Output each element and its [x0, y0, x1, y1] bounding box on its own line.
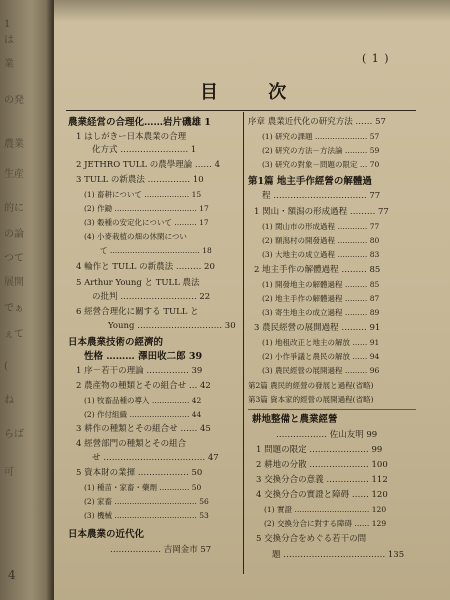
left-page-text: は	[4, 35, 14, 46]
toc-entry: 題 ……………………………… 135	[272, 550, 405, 560]
section-rule	[248, 409, 416, 410]
left-page-text: 生産	[4, 169, 24, 180]
toc-entry: (1) 種苗・家畜・藥劑 ………… 50	[84, 483, 202, 492]
toc-entry: 2 JETHRO TULL の農學理論 …… 4	[76, 160, 221, 170]
toc-entry: 4 交換分合の實證と障碍 …… 120	[256, 490, 388, 500]
left-page-text: 農業	[4, 139, 24, 150]
toc-entry: せ ……………………………… 47	[92, 453, 219, 463]
toc-entry: (4) 小麥栽植の畑の休閑につい	[84, 232, 187, 241]
toc-entry: (3) 機械 …………………………… 53	[84, 511, 209, 520]
toc-section-heading: 性格 ……… 澤田收二郎 39	[84, 351, 203, 362]
toc-entry: (3) 研究の對象－問題の限定 … 70	[262, 160, 380, 169]
toc-section-heading: 第1篇 地主手作經營の解體過	[248, 176, 372, 187]
toc-entry: (1) 地租改正と地主の解放 …… 91	[262, 338, 380, 347]
left-page-text: ね	[4, 395, 14, 406]
toc-entry: (2) 交換分合に對する障碍 …… 129	[264, 519, 387, 528]
left-page-text: 1	[4, 19, 11, 30]
left-page-text: 展開	[4, 277, 24, 288]
toc-entry: 5 資本財の業揮 ……………… 50	[76, 468, 203, 478]
left-page-text: (	[4, 361, 8, 372]
toc-entry: (1) 開發地主の解體過程 ……… 85	[262, 280, 380, 289]
toc-entry: 4 輪作と TULL の新農法 ……… 20	[76, 262, 215, 272]
toc-entry: 3 TULL の新農法 …………… 10	[76, 175, 204, 185]
left-page-text: の論	[4, 229, 24, 240]
left-page-text: らば	[4, 429, 24, 440]
left-page-text: 業	[4, 59, 14, 70]
toc-entry: (2) 研究の方法－方法論 ……… 59	[262, 146, 380, 155]
toc-entry: て ……………………………… 18	[100, 246, 212, 255]
toc-entry: (2) 家畜 …………………………… 56	[84, 497, 209, 506]
toc-entry: 第2篇 農民的經營の發展と過程(省略)	[248, 381, 374, 390]
toc-entry: 3 耕作の種類とその組合せ …… 45	[76, 424, 211, 434]
toc-entry: 4 經營部門の種類とその組合	[76, 439, 187, 449]
toc-entry: 序章 農業近代化の研究方法 …… 57	[248, 117, 386, 127]
left-page-text: ぇて	[4, 329, 24, 340]
toc-entry: (1) 牧畜品種の導入 …………… 42	[84, 396, 202, 405]
toc-entry: 1 関山・額潟の形成過程 ……… 77	[254, 207, 389, 217]
toc-entry: 第3篇 資本家的經營の展開過程(省略)	[248, 395, 374, 404]
toc-entry: (3) 寄生地主の成立過程 ……… 89	[262, 308, 380, 317]
toc-entry: 2 農產物の種類とその組合せ … 42	[76, 381, 211, 391]
toc-entry: 6 經營合理化に關する TULL と	[76, 307, 199, 317]
toc-entry: (2) 額潟村の開發過程 ………… 80	[262, 236, 380, 245]
toc-entry: 1 はしがきー日本農業の合理	[76, 132, 187, 142]
toc-entry: Young ………………………… 30	[108, 321, 236, 331]
toc-entry: 5 Arthur Young と TULL 農法	[76, 278, 200, 288]
page-shadow	[54, 0, 450, 22]
column-divider	[243, 112, 244, 574]
toc-section-heading: 農業経営の合理化……岩片磯雄 1	[68, 117, 211, 128]
toc-section-heading: 耕地整備と農業經營	[252, 414, 338, 425]
toc-entry: 化方式 …………………… 1	[92, 145, 197, 155]
toc-entry: (2) 小作爭議と農民の解放 …… 94	[262, 352, 380, 361]
left-page-text: の発	[4, 95, 24, 106]
toc-entry: (1) 畜耕について ……………… 15	[84, 190, 202, 199]
toc-entry: (2) 地主手作の解體過程 ……… 87	[262, 294, 380, 303]
toc-entry: 1 問題の限定 ………………… 99	[256, 445, 383, 455]
toc-entry: (3) 穀種の安定化について ……… 17	[84, 218, 209, 227]
toc-entry: 1 序－若干の理論 …………… 39	[76, 366, 203, 376]
toc-entry: (3) 大地主の成立過程 ………… 83	[262, 250, 380, 259]
page-title: 目 次	[200, 82, 309, 103]
toc-entry: 2 耕地の分散 ………………… 100	[256, 460, 388, 470]
page-number: ( 1 )	[362, 52, 390, 65]
toc-entry: ……………… 吉岡金市 57	[110, 545, 212, 555]
left-page-number: 4	[8, 568, 16, 582]
left-page-text: でぁ	[4, 303, 24, 314]
toc-entry: 程 …………………………… 77	[262, 191, 381, 201]
toc-entry: 5 交換分合をめぐる若干の問	[256, 534, 367, 544]
toc-entry: 3 交換分合の意義 …………… 112	[256, 475, 388, 485]
left-page-text: つて	[4, 253, 24, 264]
toc-entry: ……………… 佐山友明 99	[276, 430, 378, 440]
toc-entry: (1) 研究の課題 ………………… 57	[262, 132, 380, 141]
toc-section-heading: 日本農業技術の經濟的	[68, 337, 164, 348]
title-rule	[66, 110, 416, 111]
toc-entry: (2) 作付組織 …………………… 44	[84, 410, 202, 419]
toc-entry: 2 地主手作の解體過程 ……… 85	[254, 265, 381, 275]
toc-entry: (1) 實證 ………………………… 120	[264, 505, 387, 514]
toc-entry: (1) 関山市の形成過程 ………… 77	[262, 222, 380, 231]
toc-entry: (3) 農民經營の展開過程 ……… 96	[262, 366, 380, 375]
toc-entry: の批判 ……………………… 22	[92, 292, 211, 302]
toc-entry: 3 農民經營の展開過程 ……… 91	[254, 323, 381, 333]
toc-section-heading: 日本農業の近代化	[68, 529, 145, 540]
toc-entry: (2) 作鋤 …………………………… 17	[84, 204, 209, 213]
left-page-text: 可	[4, 467, 14, 478]
left-page-text: 的に	[4, 203, 24, 214]
